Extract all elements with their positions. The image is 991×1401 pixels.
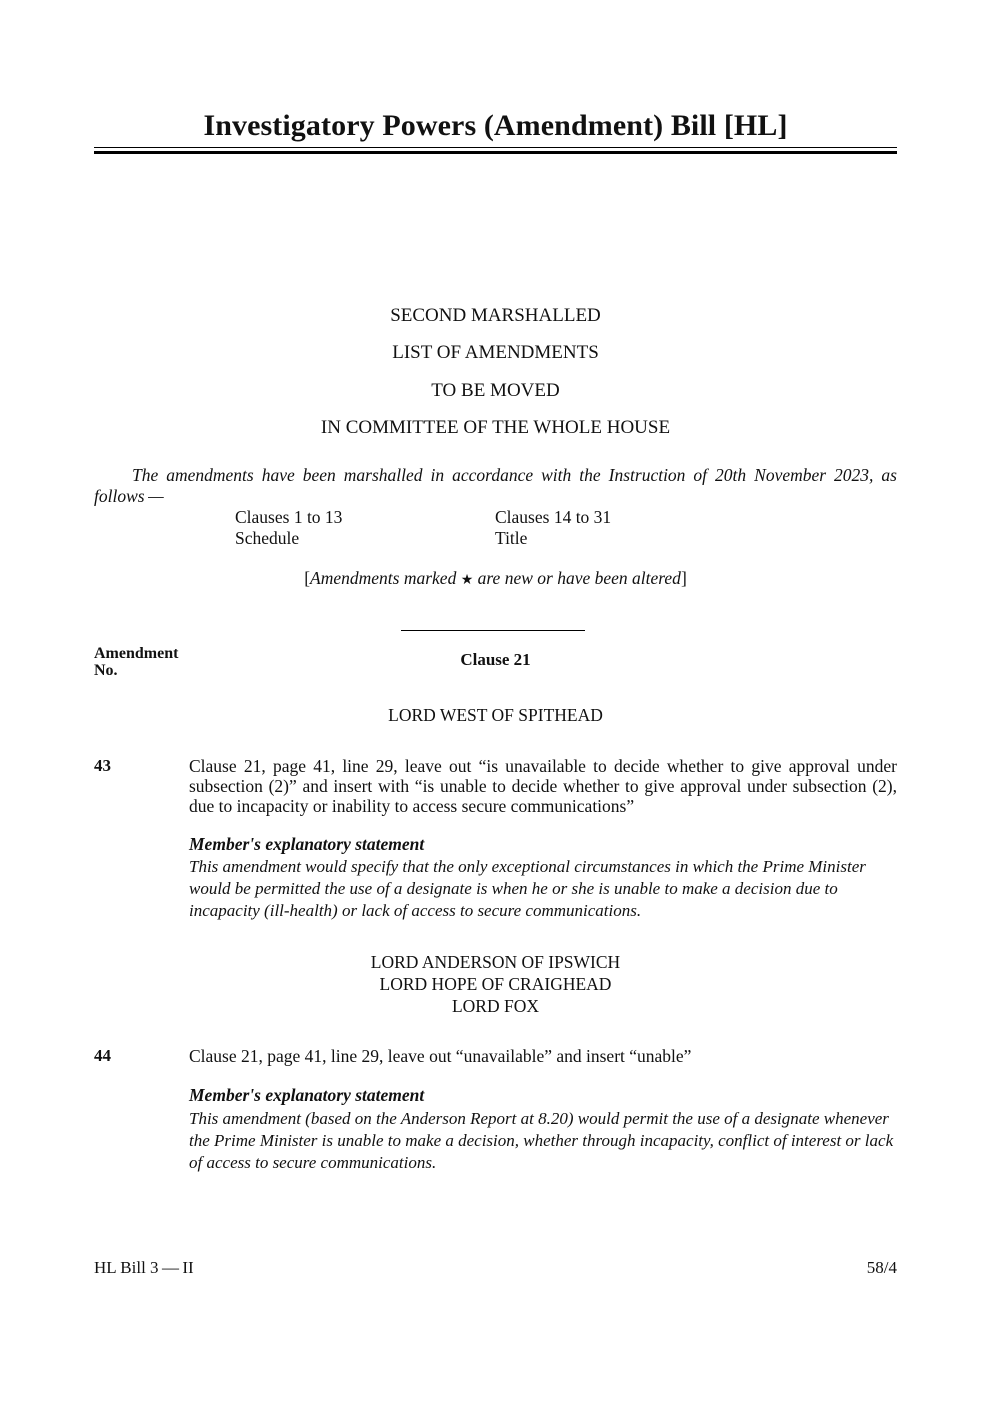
amendment-text: Clause 21, page 41, line 29, leave out “unavailable” and insert “unable”: [189, 1046, 692, 1066]
member-name: LORD FOX: [451, 996, 540, 1016]
amendment-label-line2: No.: [94, 662, 118, 679]
explanatory-statement: This amendment would specify that the only exceptional circumstances in which the Prime Minister would be permitted the use of a designate is when he or she is unable to make a decision due to incapacity (ill-health) or lack of access to secure communications.: [189, 857, 866, 920]
document-title: Investigatory Powers (Amendment) Bill [HL]: [203, 109, 788, 142]
title-rule-thick: [94, 151, 897, 154]
member-name: LORD ANDERSON OF IPSWICH: [370, 952, 621, 972]
explanatory-statement: This amendment (based on the Anderson Report at 8.20) would permit the use of a designate whenever the Prime Minister is unable to make a decision, whether through incapacity, conflict of interest or lack of access to secure communications.: [189, 1109, 894, 1172]
order-item-clauses-1-13: Clauses 1 to 13: [235, 507, 343, 527]
heading-line-3: TO BE MOVED: [431, 380, 560, 401]
note-text-after: are new or have been altered: [473, 568, 681, 588]
member-names-group-1: [94, 704, 897, 726]
amendment-number: 43: [94, 756, 111, 775]
member-name: LORD HOPE OF CRAIGHEAD: [379, 974, 612, 994]
marshalling-instruction: The amendments have been marshalled in accordance with the Instruction of 20th November 2023, as follows —: [94, 465, 897, 506]
amendment-text: Clause 21, page 41, line 29, leave out “is unavailable to decide whether to give approval under subsection (2)” and insert with “is unable to decide whether to give approval under subsection (2), due to incapacity or inability to access secure communications”: [189, 756, 897, 816]
amendment-label-line1: Amendment: [94, 645, 179, 662]
section-separator: [401, 630, 585, 631]
heading-line-2: LIST OF AMENDMENTS: [392, 342, 599, 363]
member-name: LORD WEST OF SPITHEAD: [388, 705, 603, 725]
order-item-schedule: Schedule: [235, 528, 300, 548]
order-item-title: Title: [495, 528, 528, 548]
star-icon: ★: [460, 572, 474, 588]
altered-amendments-note: [94, 567, 897, 591]
heading-line-1: SECOND MARSHALLED: [390, 305, 601, 326]
amendment-number: 44: [94, 1046, 111, 1065]
page-reference: 58/4: [866, 1258, 897, 1277]
bill-reference: HL Bill 3 — II: [94, 1258, 194, 1277]
explanatory-statement-heading: Member's explanatory statement: [189, 1085, 425, 1105]
order-item-clauses-14-31: Clauses 14 to 31: [495, 507, 612, 527]
note-text-before: Amendments marked: [310, 568, 461, 588]
member-names-group-2: [94, 951, 897, 1017]
title-rule-thin: [94, 147, 897, 148]
heading-line-4: IN COMMITTEE OF THE WHOLE HOUSE: [320, 417, 671, 438]
explanatory-statement-heading: Member's explanatory statement: [189, 834, 425, 854]
note-bracket-open: [: [304, 568, 311, 588]
note-bracket-close: ]: [680, 568, 687, 588]
clause-heading: Clause 21: [460, 650, 531, 669]
